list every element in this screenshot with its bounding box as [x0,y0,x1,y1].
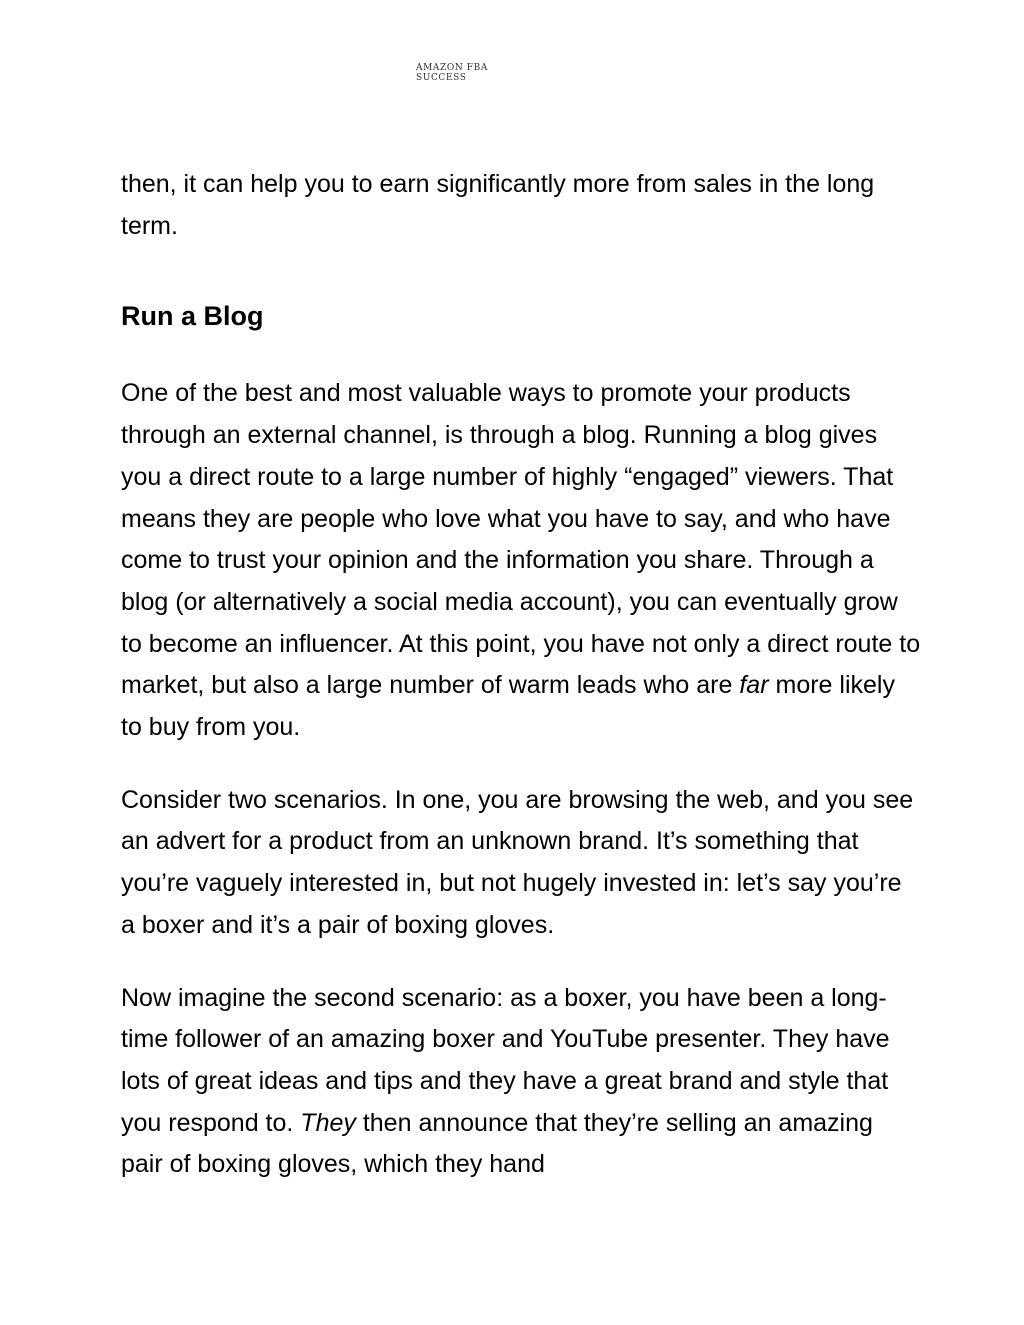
emphasis-text: far [739,671,769,700]
paragraph-blog-benefits [121,373,921,748]
paragraph-second-scenario [121,978,921,1187]
section-heading: Run a Blog [121,301,264,332]
document-body [121,164,921,1186]
paragraph-text: then announce that they’re selling an amazing pair of boxing gloves, which they hand [121,1108,873,1179]
page-header [416,63,488,83]
header-line-1: AMAZON FBA [416,63,488,73]
paragraph-text: Now imagine the second scenario: as a boxer, you have been a long-time follower of an amazing boxer and YouTube presenter. They have lots of great ideas and tips and they have a great brand and style that you respond to. [121,983,890,1137]
paragraph-two-scenarios: Consider two scenarios. In one, you are browsing the web, and you see an advert for a product from an unknown brand. It’s something that you’re vaguely interested in, but not hugely invested in: let’s say you’re a boxer and it’s a pair of boxing gloves. [121,785,914,939]
paragraph-intro-continued: then, it can help you to earn significantly more from sales in the long term. [121,170,875,240]
paragraph-text: more likely to buy from you. [121,671,895,742]
paragraph-text: One of the best and most valuable ways to promote your products through an external channel, is through a blog. Running a blog gives you a direct route to a large number of highly “engaged” viewers. That means they are people who love what you have to say, and who have come to trust your opinion and the information you share. Through a blog (or alternatively a social media account), you can eventually grow to become an influencer. At this point, you have not only a direct route to market, but also a large number of warm leads who are [121,379,921,700]
emphasis-text: They [300,1108,356,1137]
header-line-2: SUCCESS [416,73,467,83]
